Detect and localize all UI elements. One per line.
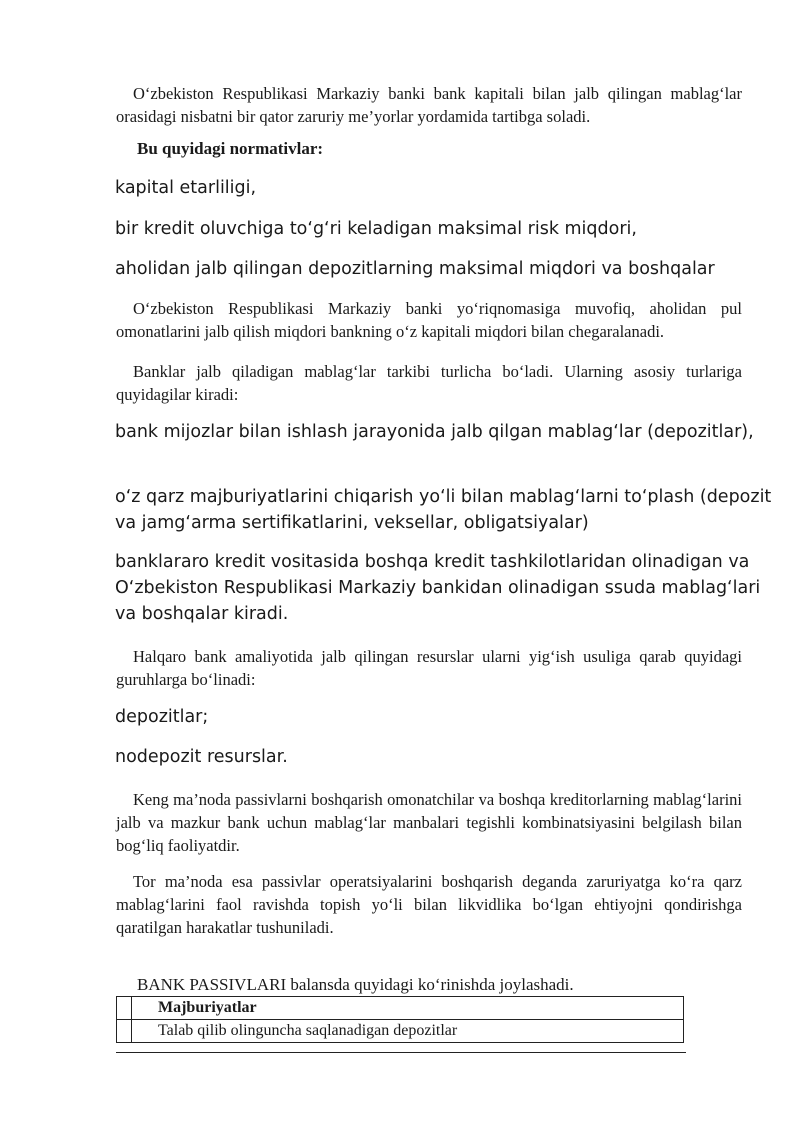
broad-definition-paragraph: Keng ma’noda passivlarni boshqarish omonatchilar va boshqa kreditorlarning mablag‘larini jalb va mazkur bank uchun mablag‘lar manbalari tegishli kombinatsiyasini belgilash bilan bog‘liq faoliyatdir. — [116, 790, 742, 855]
fund-types-paragraph: Banklar jalb qiladigan mablag‘lar tarkibi turlicha bo‘ladi. Ularning asosiy turlariga quyidagilar kiradi: — [116, 362, 742, 404]
table-row — [117, 1020, 684, 1043]
list-item: nodepozit resurslar. — [115, 747, 288, 767]
table-cell-text: Majburiyatlar — [132, 997, 684, 1020]
normatives-heading: Bu quyidagi normativlar: — [137, 139, 324, 158]
list-item: depozitlar; — [115, 707, 209, 727]
narrow-definition-paragraph: Tor ma’noda esa passivlar operatsiyalarini boshqarish deganda zaruriyatga ko‘ra qarz mablag‘larini faol ravishda topish yo‘li bilan likvidlika bo‘lgan ehtiyojni qondirishga qaratilgan harakatlar tushuniladi. — [116, 872, 742, 937]
central-bank-paragraph: O‘zbekiston Respublikasi Markaziy banki yo‘riqnomasiga muvofiq, aholidan pul omonatlarini jalb qilish miqdori bankning o‘z kapitali miqdori bilan chegaralanadi. — [116, 299, 742, 341]
list-item: bank mijozlar bilan ishlash jarayonida jalb qilgan mablag‘lar (depozitlar), — [115, 422, 754, 442]
bank-passives-table — [116, 996, 684, 1043]
table-row — [117, 997, 684, 1020]
list-item: bir kredit oluvchiga to‘g‘ri keladigan maksimal risk miqdori, — [115, 219, 637, 239]
intro-paragraph: O‘zbekiston Respublikasi Markaziy banki bank kapitali bilan jalb qilingan mablag‘lar orasidagi nisbatni bir qator zaruriy me’yorlar yordamida tartibga soladi. — [116, 84, 742, 126]
bottom-divider — [116, 1052, 686, 1053]
list-item: kapital etarliligi, — [115, 178, 257, 198]
table-caption: BANK PASSIVLARI balansda quyidagi ko‘rinishda joylashadi. — [137, 975, 574, 994]
list-item: banklararo kredit vositasida boshqa kredit tashkilotlaridan olinadigan va O‘zbekiston Respublikasi Markaziy bankidan olinadigan ssuda mablag‘lari va boshqalar kiradi. — [115, 552, 761, 624]
table-cell-number — [117, 1020, 132, 1043]
table-cell-number — [117, 997, 132, 1020]
list-item: aholidan jalb qilingan depozitlarning maksimal miqdori va boshqalar — [115, 259, 715, 279]
table-cell-text: Talab qilib olinguncha saqlanadigan depozitlar — [132, 1020, 684, 1043]
list-item: o‘z qarz majburiyatlarini chiqarish yo‘li bilan mablag‘larni to‘plash (depozit va jamg‘arma sertifikatlarini, veksellar, obligatsiyalar) — [115, 487, 772, 533]
international-paragraph: Halqaro bank amaliyotida jalb qilingan resurslar ularni yig‘ish usuliga qarab quyidagi guruhlarga bo‘linadi: — [116, 647, 742, 689]
